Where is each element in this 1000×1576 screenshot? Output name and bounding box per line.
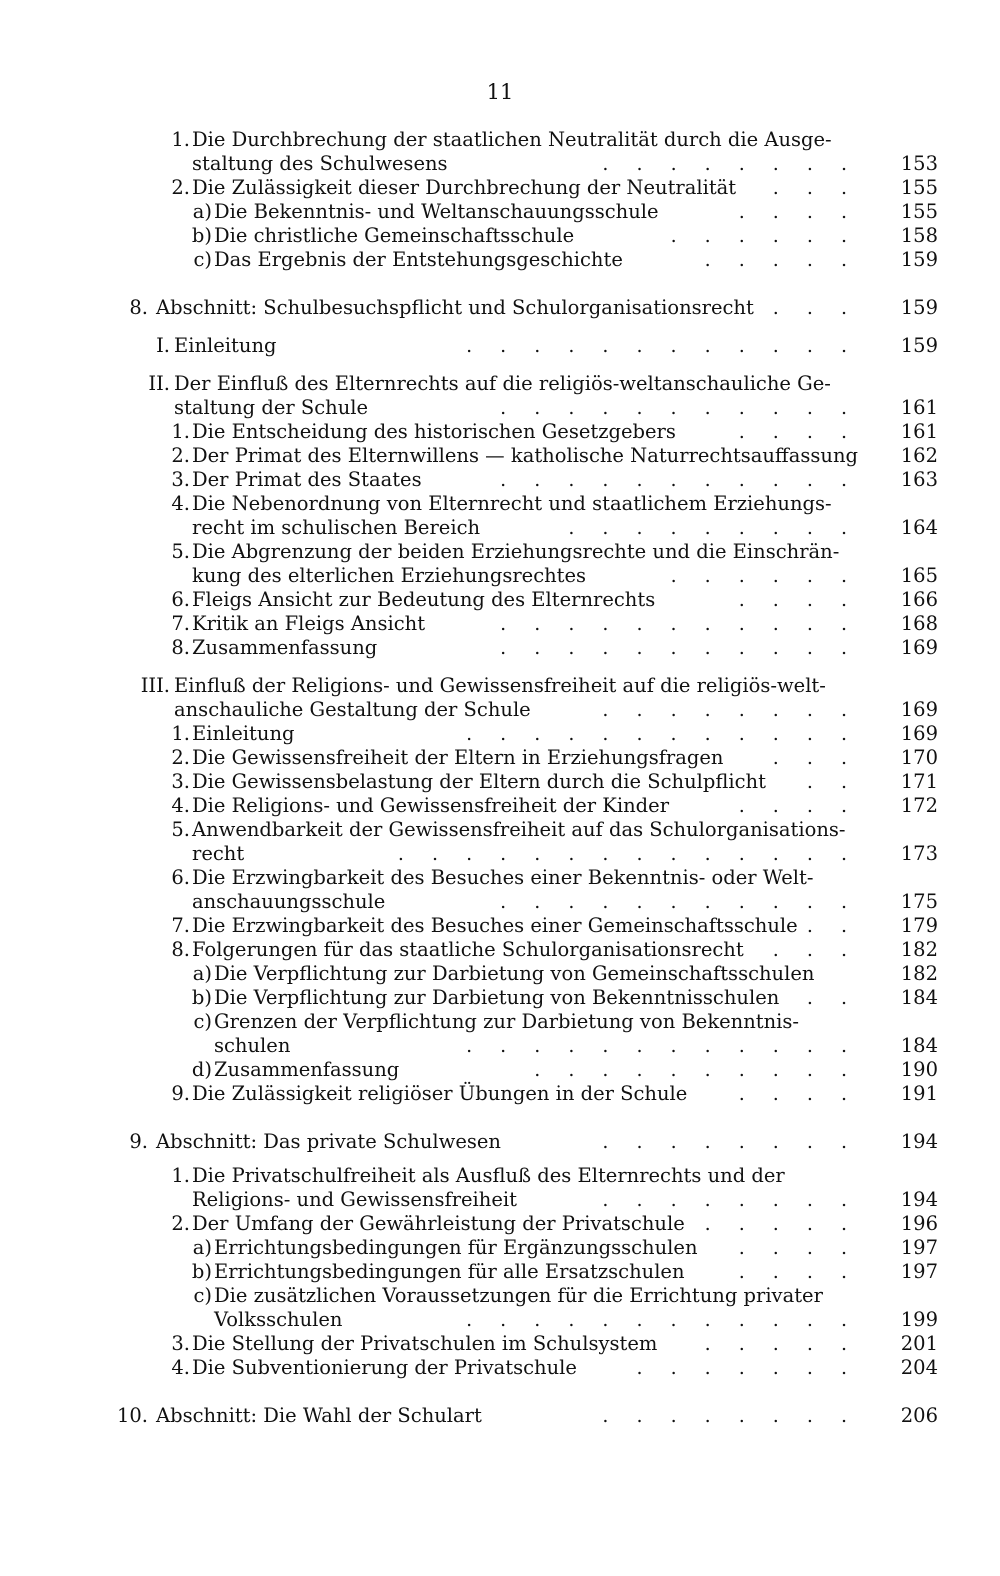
toc-entry (0, 962, 1000, 986)
toc-entry-number: 1. (171, 420, 190, 443)
toc-page-ref: 169 (900, 636, 938, 659)
toc-entry (0, 1058, 1000, 1082)
toc-entry-title-line: Die Verpflichtung zur Darbietung von Bekenntnisschulen (214, 986, 780, 1009)
toc-entry (0, 1010, 1000, 1058)
toc-entry-title-line: Die Verpflichtung zur Darbietung von Gemeinschaftsschulen (214, 962, 815, 985)
toc-entry-number: 2. (171, 1212, 190, 1235)
toc-leader-dots: . . (806, 915, 858, 937)
toc-entry (0, 372, 1000, 420)
toc-entry-number: 7. (171, 914, 190, 937)
toc-entry-title-line: staltung der Schule (174, 396, 369, 419)
toc-page-ref: 169 (900, 722, 938, 745)
toc-entry (0, 1260, 1000, 1284)
toc-entry-title-line: Die Zulässigkeit dieser Durchbrechung der Neutralität (192, 176, 737, 199)
toc-entry (0, 1284, 1000, 1332)
toc-entry (0, 1130, 1000, 1154)
toc-leader-dots: . . . . . . . . . . . (500, 397, 858, 419)
toc-leader-dots: . . . . . . (670, 565, 858, 587)
toc-entry-number: 2. (171, 746, 190, 769)
toc-entry (0, 176, 1000, 200)
toc-entry-number: 2. (171, 444, 190, 467)
toc-entry-title-line: anschauliche Gestaltung der Schule (174, 698, 531, 721)
toc-entry (0, 1332, 1000, 1356)
toc-page-ref: 158 (900, 224, 938, 247)
toc-entry-number: c) (193, 1284, 212, 1307)
toc-entry-title-line: Der Primat des Elternwillens — katholische Naturrechtsauffassung (192, 444, 859, 467)
toc-entry-number: b) (191, 224, 212, 247)
toc-entry (0, 248, 1000, 272)
toc-entry (0, 334, 1000, 358)
toc-page-ref: 163 (900, 468, 938, 491)
toc-page-ref: 201 (900, 1332, 938, 1355)
toc-page-ref: 169 (900, 698, 938, 721)
toc-entry (0, 420, 1000, 444)
toc-leader-dots: . . . . . . . . . . . . (466, 723, 858, 745)
toc-entry-title-line: kung des elterlichen Erziehungsrechtes (192, 564, 587, 587)
toc-entry-title-line: Die christliche Gemeinschaftsschule (214, 224, 575, 247)
toc-entry-title-line: staltung des Schulwesens (192, 152, 448, 175)
toc-entry-number: 6. (171, 588, 190, 611)
toc-entry-title-line: Die Gewissensfreiheit der Eltern in Erziehungsfragen (192, 746, 724, 769)
toc-page-ref: 155 (900, 176, 938, 199)
toc-entry (0, 1212, 1000, 1236)
toc-entry (0, 468, 1000, 492)
toc-page-ref: 161 (900, 420, 938, 443)
toc-entry (0, 674, 1000, 722)
toc-entry (0, 224, 1000, 248)
toc-entry-title-line: Das Ergebnis der Entstehungsgeschichte (214, 248, 623, 271)
toc-entry-number: 3. (171, 1332, 190, 1355)
toc-entry (0, 914, 1000, 938)
toc-page-ref: 170 (900, 746, 938, 769)
toc-leader-dots: . . . . . . . . . . . (500, 469, 858, 491)
toc-entry-title-line: Die Gewissensbelastung der Eltern durch die Schulpflicht (192, 770, 766, 793)
toc-page-ref: 191 (900, 1082, 938, 1105)
toc-page-ref: 166 (900, 588, 938, 611)
toc-entry-title-line: Volksschulen (214, 1308, 343, 1331)
toc-entry-title-line: Fleigs Ansicht zur Bedeutung des Elternrechts (192, 588, 656, 611)
toc-entry-number: 8. (171, 938, 190, 961)
toc-entry-number: 4. (171, 492, 190, 515)
toc-page-ref: 179 (900, 914, 938, 937)
toc-page-ref: 204 (900, 1356, 938, 1379)
toc-entry-title-line: Einleitung (192, 722, 295, 745)
toc-entry-title-line: Die Erzwingbarkeit des Besuches einer Bekenntnis- oder Welt- (192, 866, 814, 889)
toc-entry (0, 1082, 1000, 1106)
toc-leader-dots: . . (806, 987, 858, 1009)
toc-entry-number: III. (140, 674, 170, 697)
toc-entry (0, 1404, 1000, 1428)
toc-leader-dots: . . . . (738, 201, 858, 223)
toc-entry-number: a) (192, 200, 212, 223)
toc-page-ref: 164 (900, 516, 938, 539)
toc-page-ref: 184 (900, 986, 938, 1009)
toc-leader-dots: . . . . . (704, 1333, 858, 1355)
toc-entry (0, 866, 1000, 914)
toc-entry-number: 1. (171, 128, 190, 151)
toc-page-ref: 155 (900, 200, 938, 223)
toc-page-ref: 184 (900, 1034, 938, 1057)
toc-page-ref: 159 (900, 296, 938, 319)
toc-leader-dots: . . . . . . . . (602, 699, 858, 721)
toc-entry (0, 722, 1000, 746)
toc-entry (0, 588, 1000, 612)
toc-leader-dots: . . . . . . . (636, 1357, 858, 1379)
toc-leader-dots: . . . . . . . . (602, 1405, 858, 1427)
toc-leader-dots: . . . (772, 939, 858, 961)
toc-entry-title-line: schulen (214, 1034, 291, 1057)
toc-page-ref: 182 (900, 962, 938, 985)
toc-leader-dots: . . . . . . . . . . . (500, 613, 858, 635)
toc-leader-dots: . . (806, 771, 858, 793)
toc-entry-number: 3. (171, 468, 190, 491)
toc-entry (0, 770, 1000, 794)
toc-page-ref: 197 (900, 1260, 938, 1283)
toc-page-ref: 168 (900, 612, 938, 635)
toc-entry-title-line: Abschnitt: Die Wahl der Schulart (156, 1404, 482, 1427)
toc-entry-title-line: Abschnitt: Das private Schulwesen (156, 1130, 501, 1153)
toc-leader-dots: . . . . . . . . (602, 153, 858, 175)
toc-entry (0, 540, 1000, 588)
toc-entry-number: I. (156, 334, 170, 357)
toc-entry (0, 794, 1000, 818)
toc-entry (0, 1164, 1000, 1212)
toc-page-ref: 194 (900, 1130, 938, 1153)
toc-entry-title-line: Zusammenfassung (214, 1058, 400, 1081)
toc-entry-number: 4. (171, 794, 190, 817)
toc-entry-number: 5. (171, 818, 190, 841)
toc-entry-title-line: Die Nebenordnung von Elternrecht und staatlichem Erziehungs- (192, 492, 832, 515)
toc-entry (0, 818, 1000, 866)
toc-entry-title-line: Religions- und Gewissensfreiheit (192, 1188, 517, 1211)
toc-entry-title-line: Folgerungen für das staatliche Schulorganisationsrecht (192, 938, 744, 961)
toc-entry-title-line: Die Stellung der Privatschulen im Schulsystem (192, 1332, 658, 1355)
toc-leader-dots: . . . . . . . . (602, 1189, 858, 1211)
toc-entry-title-line: Anwendbarkeit der Gewissensfreiheit auf das Schulorganisations- (192, 818, 846, 841)
toc-page-ref: 172 (900, 794, 938, 817)
toc-page-ref: 173 (900, 842, 938, 865)
toc-leader-dots: . . . . . . . . . (568, 517, 858, 539)
toc-entry (0, 746, 1000, 770)
toc-entry-number: 5. (171, 540, 190, 563)
toc-leader-dots: . . . (772, 297, 858, 319)
toc-entry (0, 1236, 1000, 1260)
toc-entry-title-line: anschauungsschule (192, 890, 386, 913)
toc-entry-number: 8. (171, 636, 190, 659)
toc-page-ref: 171 (900, 770, 938, 793)
toc-entry-number: c) (193, 1010, 212, 1033)
toc-entry (0, 128, 1000, 176)
toc-entry (0, 1356, 1000, 1380)
toc-entry-number: c) (193, 248, 212, 271)
toc-page-ref: 175 (900, 890, 938, 913)
toc-leader-dots: . . . . . (704, 249, 858, 271)
toc-entry-title-line: Die Religions- und Gewissensfreiheit der Kinder (192, 794, 670, 817)
toc-entry-number: a) (192, 1236, 212, 1259)
toc-leader-dots: . . . (772, 747, 858, 769)
toc-leader-dots: . . . . (738, 795, 858, 817)
toc-entry (0, 200, 1000, 224)
toc-page-ref: 159 (900, 334, 938, 357)
toc-entry-title-line: Zusammenfassung (192, 636, 378, 659)
toc-entry-number: 9. (171, 1082, 190, 1105)
toc-entry-title-line: Der Einfluß des Elternrechts auf die religiös-weltanschauliche Ge- (174, 372, 831, 395)
toc-entry (0, 444, 1000, 468)
toc-entry (0, 938, 1000, 962)
toc-leader-dots: . . . . . . . . . . . . (466, 1035, 858, 1057)
toc-page-ref: 190 (900, 1058, 938, 1081)
toc-entry-title-line: Die Zulässigkeit religiöser Übungen in der Schule (192, 1082, 688, 1105)
toc-leader-dots: . . . . . . . . . . . (500, 891, 858, 913)
toc-page-ref: 194 (900, 1188, 938, 1211)
toc-leader-dots: . . . . . . . . . . (534, 1059, 858, 1081)
toc-entry-title-line: Grenzen der Verpflichtung zur Darbietung von Bekenntnis- (214, 1010, 800, 1033)
toc-leader-dots: . . . . (738, 589, 858, 611)
toc-page-ref: 199 (900, 1308, 938, 1331)
toc-entry-number: 2. (171, 176, 190, 199)
toc-leader-dots: . . . . . . . . . . . . (466, 335, 858, 357)
toc-leader-dots: . . . . (738, 1261, 858, 1283)
toc-page-ref: 182 (900, 938, 938, 961)
toc-entry-title-line: Der Primat des Staates (192, 468, 422, 491)
toc-entry-title-line: Einleitung (174, 334, 277, 357)
toc-entry-number: 8. (129, 296, 148, 319)
toc-entry-title-line: Die Entscheidung des historischen Gesetzgebers (192, 420, 676, 443)
toc-page-ref: 197 (900, 1236, 938, 1259)
toc-leader-dots: . . . (772, 177, 858, 199)
toc-entry (0, 612, 1000, 636)
toc-entry-title-line: recht (192, 842, 245, 865)
toc-entry-title-line: Die zusätzlichen Voraussetzungen für die Errichtung privater (214, 1284, 823, 1307)
toc-entry-title-line: Die Subventionierung der Privatschule (192, 1356, 577, 1379)
toc-leader-dots: . . . . . . . . . . . . (466, 1309, 858, 1331)
toc-entry-title-line: Die Erzwingbarkeit des Besuches einer Gemeinschaftsschule (192, 914, 798, 937)
toc-entry-title-line: Abschnitt: Schulbesuchspflicht und Schulorganisationsrecht (156, 296, 754, 319)
toc-page-ref: 196 (900, 1212, 938, 1235)
toc-leader-dots: . . . . . . (670, 225, 858, 247)
toc-entry-number: 10. (116, 1404, 148, 1427)
toc-entry-title-line: Die Bekenntnis- und Weltanschauungsschule (214, 200, 659, 223)
toc-page-ref: 165 (900, 564, 938, 587)
toc-leader-dots: . . . . . . . . (602, 1131, 858, 1153)
toc-leader-dots: . . . . (738, 421, 858, 443)
toc-leader-dots: . . . . . . . . . . . . . . (397, 843, 858, 865)
toc-entry-title-line: Errichtungsbedingungen für Ergänzungsschulen (214, 1236, 698, 1259)
toc-entry-number: 4. (171, 1356, 190, 1379)
toc-entry-number: b) (191, 1260, 212, 1283)
toc-entry-title-line: Kritik an Fleigs Ansicht (192, 612, 426, 635)
toc-entry-number: 7. (171, 612, 190, 635)
toc-page-ref: 159 (900, 248, 938, 271)
toc-entry-number: 3. (171, 770, 190, 793)
toc-leader-dots: . . . . (738, 1237, 858, 1259)
toc-entry-number: 9. (129, 1130, 148, 1153)
toc-page-ref: 162 (900, 444, 938, 467)
toc-leader-dots: . . . . (738, 1083, 858, 1105)
toc-entry-title-line: Die Privatschulfreiheit als Ausfluß des Elternrechts und der (192, 1164, 785, 1187)
toc-entry-number: a) (192, 962, 212, 985)
toc-entry-title-line: Der Umfang der Gewährleistung der Privatschule (192, 1212, 685, 1235)
toc-entry-number: 1. (171, 1164, 190, 1187)
toc-entry-title-line: recht im schulischen Bereich (192, 516, 481, 539)
toc-entry (0, 492, 1000, 540)
toc-leader-dots: . . . . . . . . . . . (500, 637, 858, 659)
toc-entry-title-line: Errichtungsbedingungen für alle Ersatzschulen (214, 1260, 685, 1283)
toc-entry-title-line: Die Abgrenzung der beiden Erziehungsrechte und die Einschrän- (192, 540, 840, 563)
toc-entry-number: 1. (171, 722, 190, 745)
toc-entry-number: b) (191, 986, 212, 1009)
toc-entry-title-line: Einfluß der Religions- und Gewissensfreiheit auf die religiös-welt- (174, 674, 826, 697)
toc-leader-dots: . . . . . (704, 1213, 858, 1235)
toc-entry (0, 296, 1000, 320)
page-number: 11 (486, 80, 514, 104)
toc-entry-number: 6. (171, 866, 190, 889)
toc-page-ref: 161 (900, 396, 938, 419)
toc-page-ref: 153 (900, 152, 938, 175)
toc-entry-title-line: Die Durchbrechung der staatlichen Neutralität durch die Ausge- (192, 128, 832, 151)
toc-entry-number: II. (148, 372, 170, 395)
toc-entry-number: d) (191, 1058, 212, 1081)
toc-entry (0, 636, 1000, 660)
toc-entry (0, 986, 1000, 1010)
toc-page-ref: 206 (900, 1404, 938, 1427)
